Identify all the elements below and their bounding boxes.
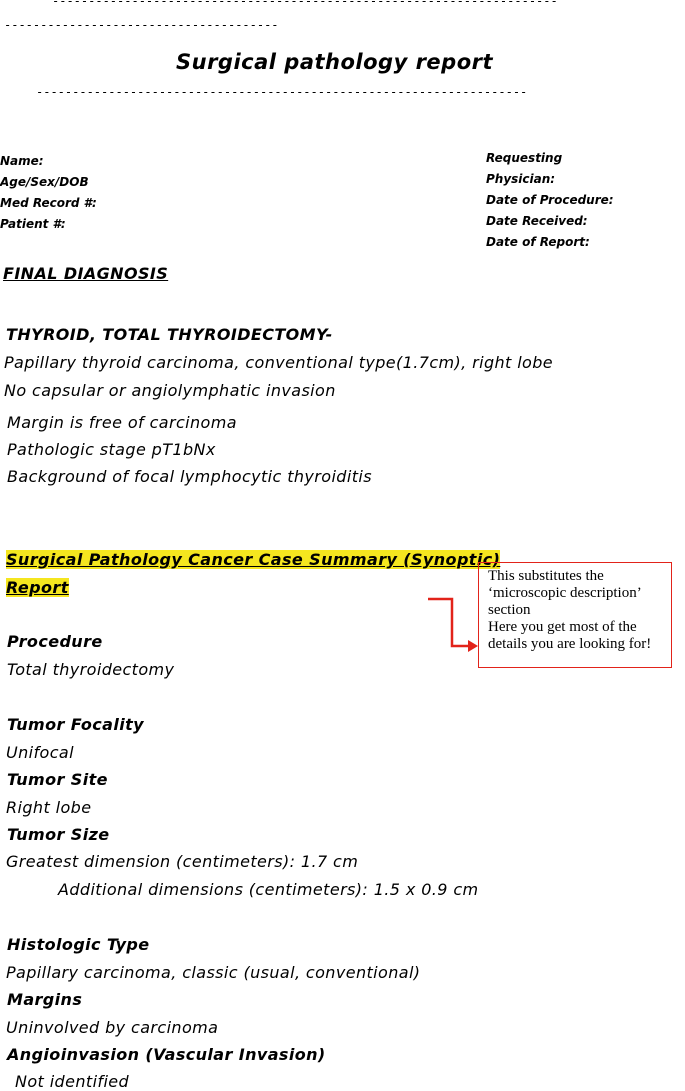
field-date-report: Date of Report: [486, 235, 590, 249]
diagnosis-line: Pathologic stage pT1bNx [7, 440, 216, 459]
field-date-procedure: Date of Procedure: [486, 193, 614, 207]
angioinvasion-value: Not identified [15, 1072, 130, 1091]
diagnosis-line: No capsular or angiolymphatic invasion [4, 381, 336, 400]
annotation-line: section [488, 602, 531, 618]
margins-label: Margins [7, 990, 83, 1009]
specimen-heading: THYROID, TOTAL THYROIDECTOMY- [6, 325, 333, 344]
field-med-record: Med Record #: [0, 196, 97, 210]
tumor-focality-value: Unifocal [6, 743, 74, 762]
tumor-size-additional: Additional dimensions (centimeters): 1.5 x 0.9 cm [58, 880, 479, 899]
patient-fields [0, 151, 97, 235]
synoptic-heading-cont [6, 578, 69, 597]
tumor-size-value: Greatest dimension (centimeters): 1.7 cm [6, 852, 359, 871]
field-physician: Physician: [486, 172, 556, 186]
dashed-rule-under-title: -------------------------------------------------------------------- [36, 85, 528, 99]
synoptic-heading [6, 550, 500, 569]
dashed-rule-top: ---------------------------------------------------------------------- [52, 0, 558, 8]
tumor-site-label: Tumor Site [7, 770, 108, 789]
synoptic-heading-line2: Report [6, 578, 69, 597]
arrow-icon [420, 590, 484, 652]
histologic-type-value: Papillary carcinoma, classic (usual, conventional) [6, 963, 421, 982]
angioinvasion-label: Angioinvasion (Vascular Invasion) [7, 1045, 326, 1064]
margins-value: Uninvolved by carcinoma [6, 1018, 219, 1037]
synoptic-heading-line1: Surgical Pathology Cancer Case Summary (Synoptic) [6, 550, 501, 569]
annotation-line: ‘microscopic description’ [488, 585, 642, 601]
tumor-size-label: Tumor Size [7, 825, 110, 844]
diagnosis-line: Papillary thyroid carcinoma, conventional type(1.7cm), right lobe [4, 353, 554, 372]
annotation-box [478, 562, 672, 668]
field-requesting: Requesting [486, 151, 563, 165]
annotation-line: Here you get most of the [488, 619, 637, 635]
report-title: Surgical pathology report [176, 50, 494, 74]
tumor-focality-label: Tumor Focality [7, 715, 144, 734]
procedure-label: Procedure [7, 632, 103, 651]
diagnosis-line: Margin is free of carcinoma [7, 413, 237, 432]
field-name: Name: [0, 154, 44, 168]
field-patient-number: Patient #: [0, 217, 66, 231]
field-date-received: Date Received: [486, 214, 588, 228]
dashed-rule-left: -------------------------------------- [4, 18, 279, 32]
histologic-type-label: Histologic Type [7, 935, 150, 954]
annotation-line: details you are looking for! [488, 636, 652, 652]
annotation-line: This substitutes the [488, 568, 604, 584]
field-age-sex-dob: Age/Sex/DOB [0, 175, 89, 189]
physician-fields [486, 148, 614, 253]
tumor-site-value: Right lobe [6, 798, 92, 817]
final-diagnosis-heading: FINAL DIAGNOSIS [3, 264, 169, 283]
diagnosis-line: Background of focal lymphocytic thyroiditis [7, 467, 372, 486]
procedure-value: Total thyroidectomy [7, 660, 175, 679]
